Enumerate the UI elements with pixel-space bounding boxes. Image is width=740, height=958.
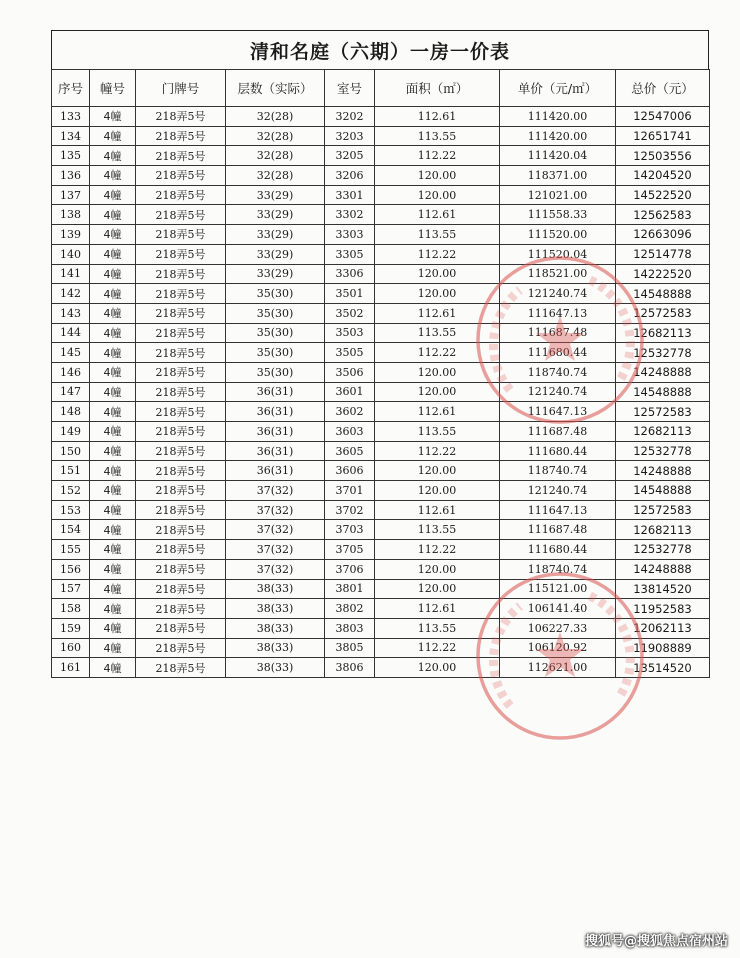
cell-unit-price: 111647.13	[500, 303, 616, 323]
table-row	[52, 500, 710, 520]
table-row	[52, 107, 710, 127]
cell-room: 3203	[325, 126, 375, 146]
cell-room: 3206	[325, 166, 375, 186]
cell-unit-price: 118521.00	[500, 264, 616, 284]
cell-index: 150	[52, 441, 90, 461]
cell-total-price: 12547006	[616, 107, 710, 127]
cell-total-price: 14522520	[616, 185, 710, 205]
cell-floor: 36(31)	[226, 422, 325, 442]
table-row	[52, 441, 710, 461]
col-header-building: 幢号	[90, 70, 136, 107]
col-header-area: 面积（㎡）	[375, 70, 500, 107]
cell-index: 156	[52, 559, 90, 579]
cell-total-price: 14222520	[616, 264, 710, 284]
cell-unit-price: 118371.00	[500, 166, 616, 186]
cell-total-price: 12532778	[616, 441, 710, 461]
cell-unit-price: 118740.74	[500, 461, 616, 481]
table-row	[52, 382, 710, 402]
cell-total-price: 14248888	[616, 559, 710, 579]
cell-area: 120.00	[375, 481, 500, 501]
cell-room: 3202	[325, 107, 375, 127]
table-row	[52, 599, 710, 619]
cell-area: 112.61	[375, 303, 500, 323]
cell-index: 145	[52, 343, 90, 363]
cell-floor: 33(29)	[226, 185, 325, 205]
cell-index: 152	[52, 481, 90, 501]
cell-floor: 37(32)	[226, 520, 325, 540]
cell-room: 3506	[325, 362, 375, 382]
cell-area: 112.22	[375, 146, 500, 166]
cell-address: 218弄5号	[136, 303, 226, 323]
cell-floor: 37(32)	[226, 559, 325, 579]
price-table	[51, 69, 710, 678]
cell-area: 113.55	[375, 126, 500, 146]
cell-floor: 33(29)	[226, 225, 325, 245]
cell-total-price: 12562583	[616, 205, 710, 225]
cell-address: 218弄5号	[136, 579, 226, 599]
table-row	[52, 126, 710, 146]
cell-floor: 32(28)	[226, 146, 325, 166]
cell-room: 3306	[325, 264, 375, 284]
cell-area: 112.22	[375, 244, 500, 264]
cell-room: 3302	[325, 205, 375, 225]
cell-room: 3301	[325, 185, 375, 205]
cell-building: 4幢	[90, 638, 136, 658]
cell-room: 3802	[325, 599, 375, 619]
table-row	[52, 422, 710, 442]
cell-building: 4幢	[90, 559, 136, 579]
col-header-floor: 层数（实际）	[226, 70, 325, 107]
table-row	[52, 402, 710, 422]
cell-total-price: 14548888	[616, 382, 710, 402]
cell-address: 218弄5号	[136, 441, 226, 461]
cell-room: 3603	[325, 422, 375, 442]
cell-unit-price: 111680.44	[500, 540, 616, 560]
cell-unit-price: 106227.33	[500, 618, 616, 638]
cell-area: 112.22	[375, 343, 500, 363]
cell-building: 4幢	[90, 382, 136, 402]
cell-building: 4幢	[90, 599, 136, 619]
cell-floor: 33(29)	[226, 244, 325, 264]
cell-address: 218弄5号	[136, 599, 226, 619]
cell-building: 4幢	[90, 618, 136, 638]
cell-total-price: 12682113	[616, 520, 710, 540]
price-sheet	[51, 30, 709, 678]
cell-address: 218弄5号	[136, 362, 226, 382]
cell-building: 4幢	[90, 481, 136, 501]
cell-total-price: 14204520	[616, 166, 710, 186]
cell-area: 120.00	[375, 382, 500, 402]
cell-index: 144	[52, 323, 90, 343]
cell-unit-price: 111420.00	[500, 107, 616, 127]
table-row	[52, 579, 710, 599]
cell-unit-price: 121240.74	[500, 382, 616, 402]
cell-room: 3503	[325, 323, 375, 343]
cell-room: 3801	[325, 579, 375, 599]
table-row	[52, 461, 710, 481]
cell-floor: 32(28)	[226, 126, 325, 146]
cell-total-price: 13514520	[616, 658, 710, 678]
cell-unit-price: 118740.74	[500, 362, 616, 382]
cell-unit-price: 111647.13	[500, 500, 616, 520]
cell-index: 159	[52, 618, 90, 638]
cell-total-price: 11908889	[616, 638, 710, 658]
cell-building: 4幢	[90, 402, 136, 422]
cell-building: 4幢	[90, 126, 136, 146]
cell-floor: 36(31)	[226, 402, 325, 422]
cell-address: 218弄5号	[136, 520, 226, 540]
table-row	[52, 166, 710, 186]
cell-address: 218弄5号	[136, 658, 226, 678]
cell-address: 218弄5号	[136, 402, 226, 422]
cell-index: 155	[52, 540, 90, 560]
cell-unit-price: 106120.92	[500, 638, 616, 658]
cell-room: 3803	[325, 618, 375, 638]
cell-area: 113.55	[375, 323, 500, 343]
cell-total-price: 12572583	[616, 402, 710, 422]
cell-address: 218弄5号	[136, 559, 226, 579]
cell-index: 161	[52, 658, 90, 678]
cell-area: 120.00	[375, 579, 500, 599]
cell-building: 4幢	[90, 146, 136, 166]
cell-building: 4幢	[90, 540, 136, 560]
cell-room: 3602	[325, 402, 375, 422]
cell-unit-price: 121021.00	[500, 185, 616, 205]
cell-area: 120.00	[375, 284, 500, 304]
table-body	[52, 107, 710, 678]
cell-total-price: 12682113	[616, 323, 710, 343]
cell-building: 4幢	[90, 264, 136, 284]
cell-floor: 37(32)	[226, 540, 325, 560]
cell-address: 218弄5号	[136, 244, 226, 264]
cell-area: 112.61	[375, 107, 500, 127]
cell-unit-price: 106141.40	[500, 599, 616, 619]
cell-room: 3706	[325, 559, 375, 579]
cell-area: 113.55	[375, 225, 500, 245]
cell-address: 218弄5号	[136, 382, 226, 402]
table-row	[52, 481, 710, 501]
cell-building: 4幢	[90, 422, 136, 442]
cell-total-price: 12503556	[616, 146, 710, 166]
table-row	[52, 244, 710, 264]
cell-total-price: 14248888	[616, 362, 710, 382]
table-row	[52, 146, 710, 166]
cell-index: 141	[52, 264, 90, 284]
source-watermark: 搜狐号@搜狐焦点宿州站	[584, 934, 728, 949]
table-row	[52, 362, 710, 382]
cell-building: 4幢	[90, 185, 136, 205]
cell-building: 4幢	[90, 658, 136, 678]
cell-building: 4幢	[90, 205, 136, 225]
cell-address: 218弄5号	[136, 166, 226, 186]
cell-floor: 32(28)	[226, 107, 325, 127]
cell-index: 140	[52, 244, 90, 264]
cell-room: 3502	[325, 303, 375, 323]
cell-room: 3605	[325, 441, 375, 461]
cell-address: 218弄5号	[136, 323, 226, 343]
cell-index: 135	[52, 146, 90, 166]
col-header-unit-price: 单价（元/㎡）	[500, 70, 616, 107]
cell-address: 218弄5号	[136, 205, 226, 225]
cell-floor: 37(32)	[226, 481, 325, 501]
cell-area: 120.00	[375, 658, 500, 678]
cell-unit-price: 111687.48	[500, 323, 616, 343]
cell-room: 3701	[325, 481, 375, 501]
cell-area: 113.55	[375, 618, 500, 638]
cell-index: 138	[52, 205, 90, 225]
cell-index: 134	[52, 126, 90, 146]
cell-unit-price: 111687.48	[500, 520, 616, 540]
cell-room: 3505	[325, 343, 375, 363]
cell-total-price: 12514778	[616, 244, 710, 264]
cell-unit-price: 121240.74	[500, 284, 616, 304]
cell-floor: 38(33)	[226, 579, 325, 599]
cell-unit-price: 111520.00	[500, 225, 616, 245]
cell-index: 153	[52, 500, 90, 520]
table-row	[52, 205, 710, 225]
cell-floor: 35(30)	[226, 303, 325, 323]
cell-room: 3806	[325, 658, 375, 678]
cell-total-price: 12651741	[616, 126, 710, 146]
cell-floor: 38(33)	[226, 638, 325, 658]
cell-building: 4幢	[90, 323, 136, 343]
cell-total-price: 12062113	[616, 618, 710, 638]
cell-room: 3601	[325, 382, 375, 402]
cell-building: 4幢	[90, 225, 136, 245]
cell-address: 218弄5号	[136, 618, 226, 638]
cell-index: 149	[52, 422, 90, 442]
cell-area: 113.55	[375, 520, 500, 540]
table-row	[52, 520, 710, 540]
cell-floor: 35(30)	[226, 343, 325, 363]
cell-unit-price: 111420.04	[500, 146, 616, 166]
cell-address: 218弄5号	[136, 146, 226, 166]
cell-room: 3205	[325, 146, 375, 166]
cell-building: 4幢	[90, 244, 136, 264]
cell-room: 3705	[325, 540, 375, 560]
cell-address: 218弄5号	[136, 638, 226, 658]
cell-unit-price: 111520.04	[500, 244, 616, 264]
cell-total-price: 14548888	[616, 481, 710, 501]
cell-total-price: 12572583	[616, 500, 710, 520]
cell-address: 218弄5号	[136, 343, 226, 363]
table-row	[52, 264, 710, 284]
cell-address: 218弄5号	[136, 422, 226, 442]
table-row	[52, 638, 710, 658]
table-row	[52, 559, 710, 579]
cell-area: 112.61	[375, 205, 500, 225]
cell-unit-price: 118740.74	[500, 559, 616, 579]
cell-index: 157	[52, 579, 90, 599]
cell-total-price: 11952583	[616, 599, 710, 619]
cell-unit-price: 111558.33	[500, 205, 616, 225]
cell-index: 160	[52, 638, 90, 658]
cell-total-price: 12532778	[616, 540, 710, 560]
cell-area: 112.61	[375, 402, 500, 422]
cell-room: 3702	[325, 500, 375, 520]
table-row	[52, 618, 710, 638]
table-row	[52, 323, 710, 343]
cell-address: 218弄5号	[136, 225, 226, 245]
cell-total-price: 13814520	[616, 579, 710, 599]
cell-index: 158	[52, 599, 90, 619]
table-row	[52, 303, 710, 323]
cell-floor: 38(33)	[226, 658, 325, 678]
cell-floor: 35(30)	[226, 284, 325, 304]
cell-room: 3606	[325, 461, 375, 481]
cell-building: 4幢	[90, 107, 136, 127]
cell-floor: 36(31)	[226, 382, 325, 402]
cell-building: 4幢	[90, 362, 136, 382]
cell-area: 113.55	[375, 422, 500, 442]
col-header-room: 室号	[325, 70, 375, 107]
cell-unit-price: 111420.00	[500, 126, 616, 146]
table-row	[52, 343, 710, 363]
cell-index: 142	[52, 284, 90, 304]
cell-floor: 33(29)	[226, 205, 325, 225]
cell-floor: 32(28)	[226, 166, 325, 186]
cell-floor: 36(31)	[226, 441, 325, 461]
cell-building: 4幢	[90, 520, 136, 540]
cell-unit-price: 111687.48	[500, 422, 616, 442]
cell-address: 218弄5号	[136, 185, 226, 205]
cell-building: 4幢	[90, 500, 136, 520]
cell-total-price: 12682113	[616, 422, 710, 442]
cell-area: 120.00	[375, 461, 500, 481]
cell-address: 218弄5号	[136, 126, 226, 146]
cell-area: 112.61	[375, 599, 500, 619]
cell-address: 218弄5号	[136, 461, 226, 481]
cell-floor: 35(30)	[226, 362, 325, 382]
cell-floor: 36(31)	[226, 461, 325, 481]
cell-unit-price: 111680.44	[500, 441, 616, 461]
cell-building: 4幢	[90, 284, 136, 304]
cell-index: 136	[52, 166, 90, 186]
table-row	[52, 658, 710, 678]
cell-total-price: 12532778	[616, 343, 710, 363]
cell-room: 3303	[325, 225, 375, 245]
table-header-row	[52, 70, 710, 107]
cell-address: 218弄5号	[136, 264, 226, 284]
cell-address: 218弄5号	[136, 540, 226, 560]
cell-floor: 38(33)	[226, 618, 325, 638]
cell-area: 112.61	[375, 500, 500, 520]
cell-area: 120.00	[375, 559, 500, 579]
cell-unit-price: 121240.74	[500, 481, 616, 501]
cell-total-price: 12572583	[616, 303, 710, 323]
cell-building: 4幢	[90, 461, 136, 481]
cell-unit-price: 111680.44	[500, 343, 616, 363]
cell-index: 154	[52, 520, 90, 540]
cell-area: 120.00	[375, 264, 500, 284]
cell-building: 4幢	[90, 166, 136, 186]
cell-floor: 37(32)	[226, 500, 325, 520]
table-row	[52, 225, 710, 245]
cell-index: 146	[52, 362, 90, 382]
cell-total-price: 12663096	[616, 225, 710, 245]
cell-address: 218弄5号	[136, 107, 226, 127]
cell-address: 218弄5号	[136, 481, 226, 501]
cell-index: 147	[52, 382, 90, 402]
col-header-address: 门牌号	[136, 70, 226, 107]
table-row	[52, 185, 710, 205]
table-row	[52, 540, 710, 560]
cell-room: 3501	[325, 284, 375, 304]
col-header-total-price: 总价（元）	[616, 70, 710, 107]
cell-floor: 38(33)	[226, 599, 325, 619]
cell-floor: 35(30)	[226, 323, 325, 343]
cell-area: 120.00	[375, 362, 500, 382]
cell-address: 218弄5号	[136, 284, 226, 304]
cell-address: 218弄5号	[136, 500, 226, 520]
page-title: 清和名庭（六期）一房一价表	[51, 30, 709, 69]
cell-index: 133	[52, 107, 90, 127]
cell-area: 120.00	[375, 185, 500, 205]
cell-room: 3805	[325, 638, 375, 658]
table-row	[52, 284, 710, 304]
cell-floor: 33(29)	[226, 264, 325, 284]
cell-unit-price: 115121.00	[500, 579, 616, 599]
cell-area: 112.22	[375, 441, 500, 461]
cell-room: 3703	[325, 520, 375, 540]
cell-area: 120.00	[375, 166, 500, 186]
col-header-index: 序号	[52, 70, 90, 107]
cell-area: 112.22	[375, 638, 500, 658]
cell-index: 139	[52, 225, 90, 245]
cell-index: 148	[52, 402, 90, 422]
cell-building: 4幢	[90, 579, 136, 599]
cell-index: 151	[52, 461, 90, 481]
cell-unit-price: 111647.13	[500, 402, 616, 422]
cell-total-price: 14248888	[616, 461, 710, 481]
cell-room: 3305	[325, 244, 375, 264]
cell-total-price: 14548888	[616, 284, 710, 304]
cell-building: 4幢	[90, 343, 136, 363]
cell-unit-price: 112621.00	[500, 658, 616, 678]
cell-building: 4幢	[90, 303, 136, 323]
cell-index: 137	[52, 185, 90, 205]
cell-building: 4幢	[90, 441, 136, 461]
cell-area: 112.22	[375, 540, 500, 560]
cell-index: 143	[52, 303, 90, 323]
